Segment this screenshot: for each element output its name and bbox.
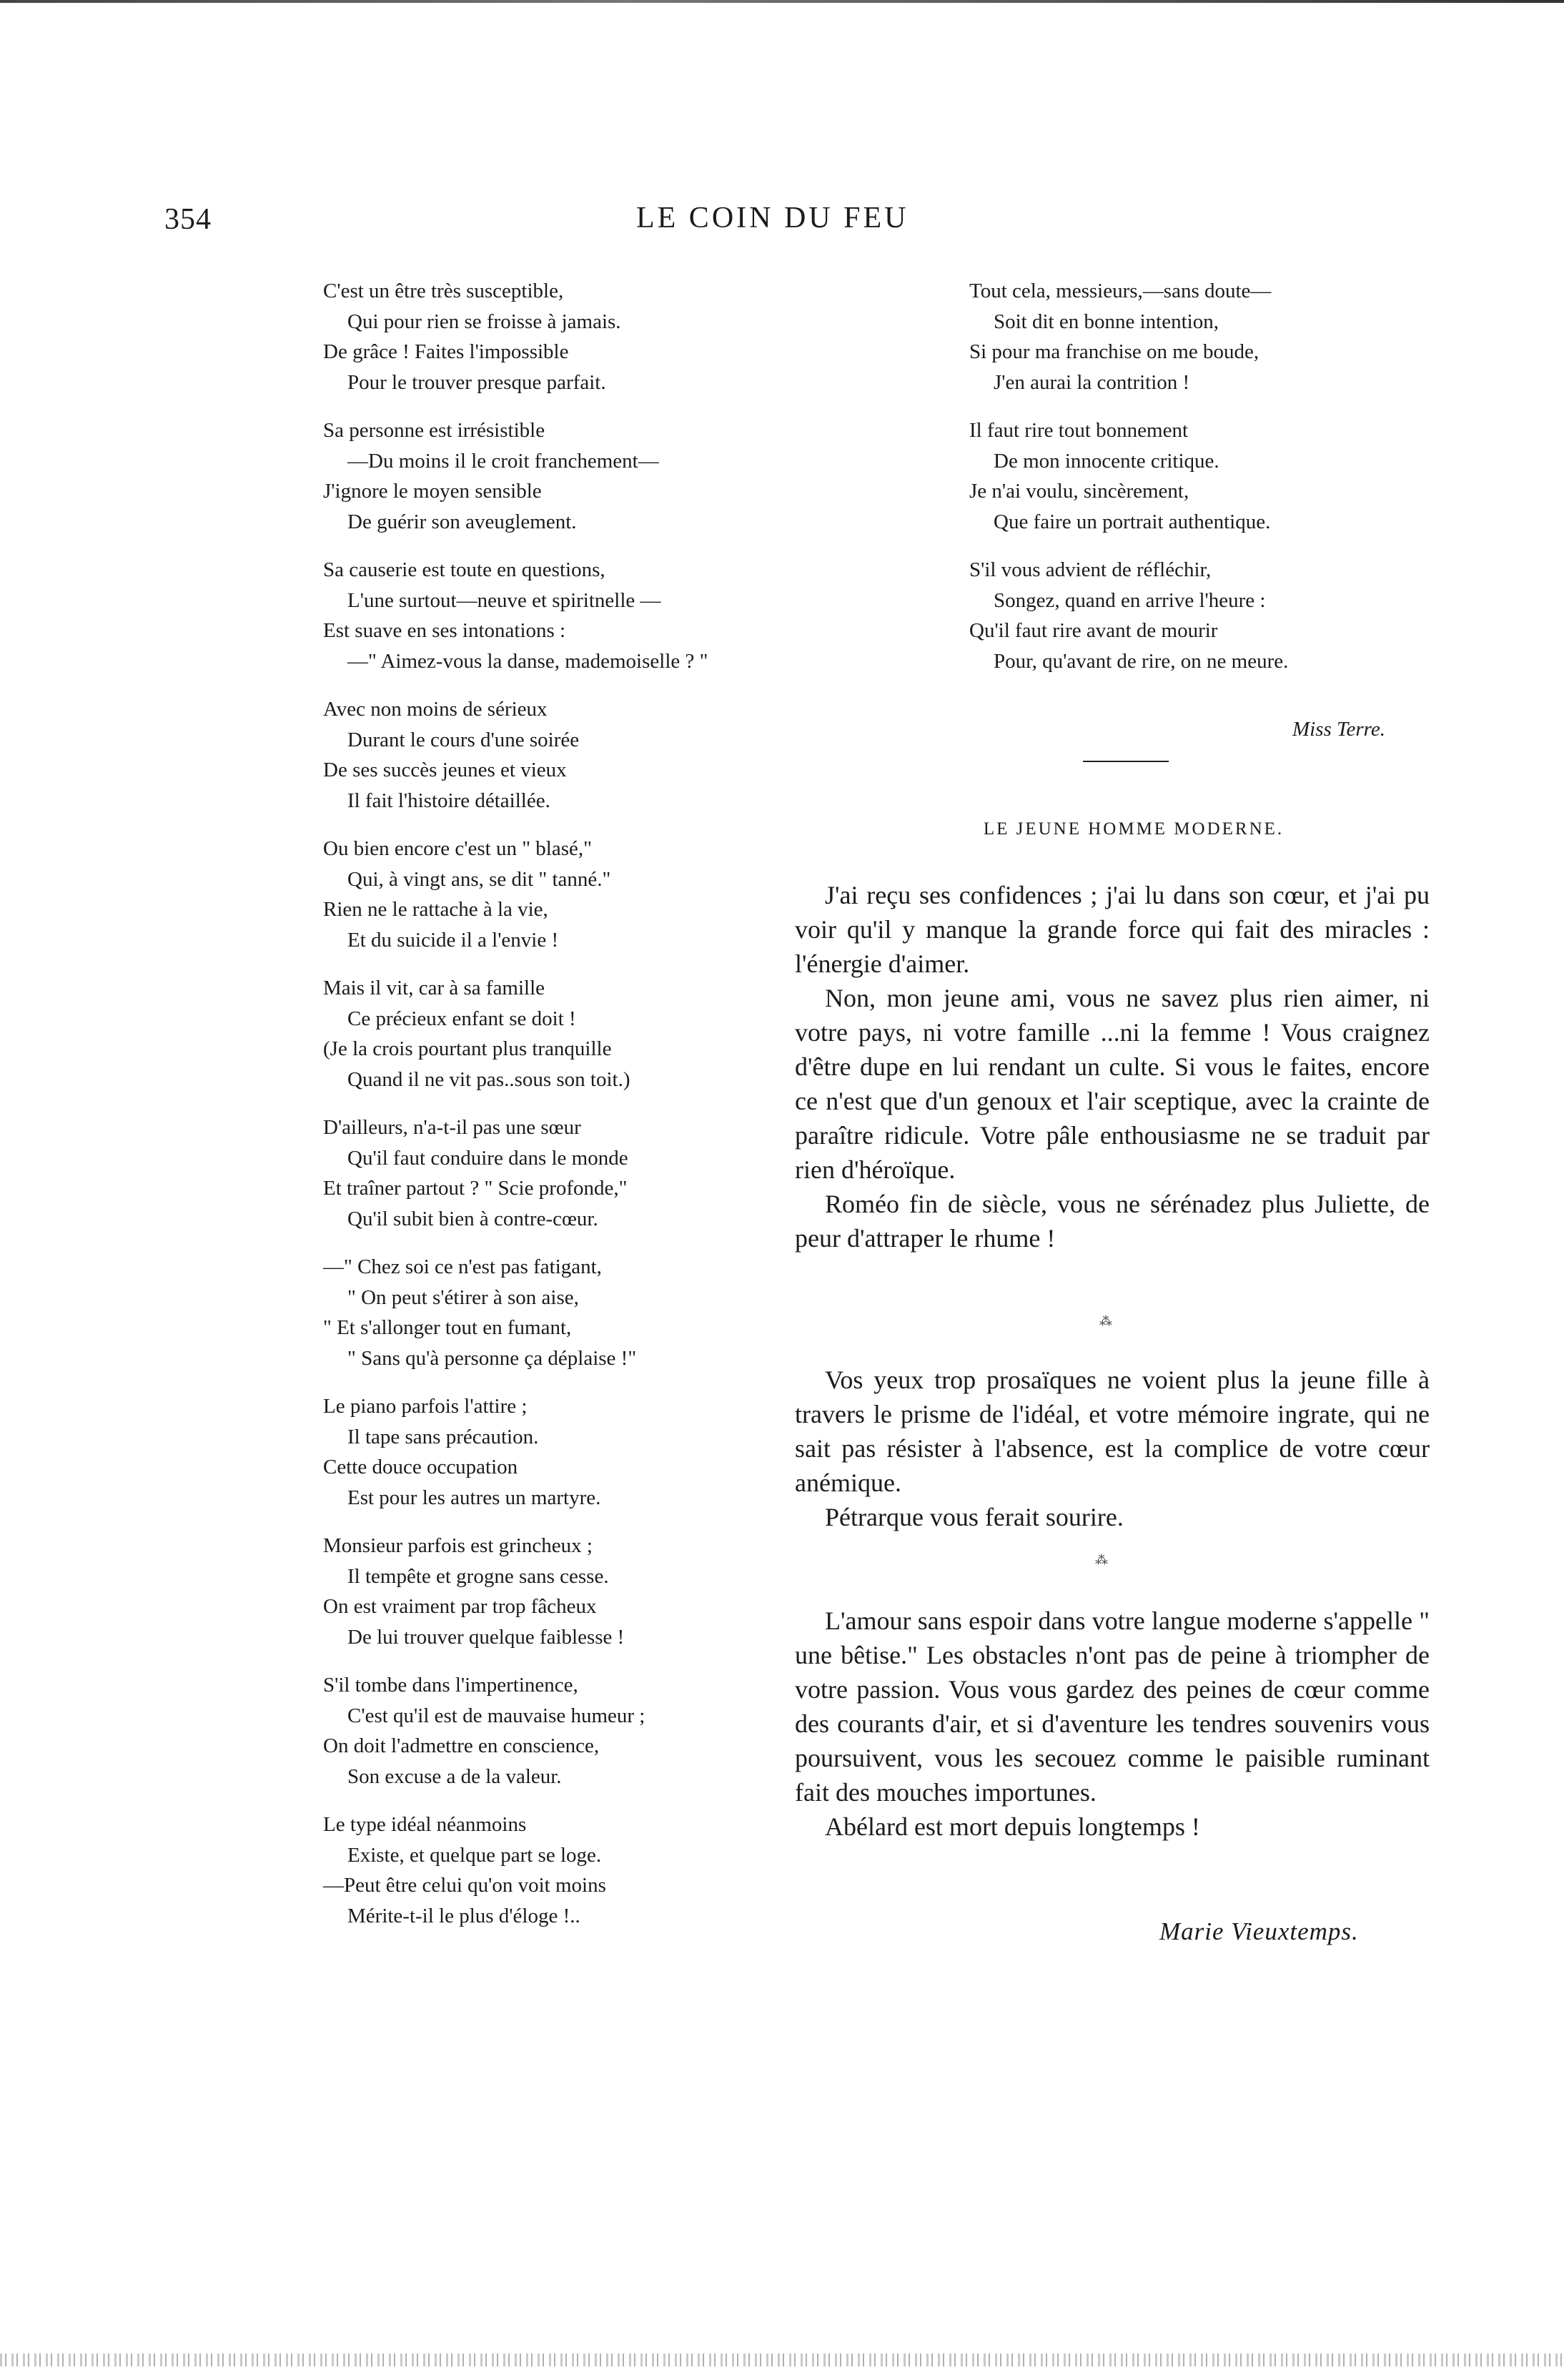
poem-line: D'ailleurs, n'a-t-il pas une sœur — [323, 1116, 581, 1139]
poem-line: Qui pour rien se froisse à jamais. — [347, 310, 621, 333]
bottom-scan-edge — [0, 2354, 1564, 2366]
top-scan-rule — [0, 0, 1564, 3]
poem-line: —Du moins il le croit franchement— — [347, 449, 659, 473]
poem-line: Soit dit en bonne intention, — [994, 310, 1219, 333]
poem-line: Pour, qu'avant de rire, on ne meure. — [994, 649, 1289, 673]
dinkus-ornament: ⁂ — [1095, 1553, 1109, 1567]
stanza — [323, 415, 708, 537]
stanza — [969, 276, 1288, 398]
stanza — [323, 1252, 708, 1373]
poem-line: L'une surtout—neuve et spiritnelle — — [347, 588, 661, 612]
article-title: LE JEUNE HOMME MODERNE. — [983, 819, 1285, 839]
poem-line: Il fait l'histoire détaillée. — [347, 789, 550, 812]
poem-line: Mais il vit, car à sa famille — [323, 977, 545, 999]
poem-line: C'est un être très susceptible, — [323, 280, 564, 302]
running-title: LE COIN DU FEU — [636, 202, 909, 234]
poem-line: Mérite-t-il le plus d'éloge !.. — [347, 1904, 580, 1927]
poem-line: Et traîner partout ? " Scie profonde," — [323, 1177, 628, 1200]
stanza — [323, 1531, 708, 1652]
poem-line: Est pour les autres un martyre. — [347, 1486, 601, 1509]
poem-line: On est vraiment par trop fâcheux — [323, 1595, 597, 1618]
poem-line: J'en aurai la contrition ! — [994, 370, 1190, 394]
poem-line: Si pour ma franchise on me boude, — [969, 340, 1259, 363]
article-section-2 — [795, 1363, 1430, 1534]
paragraph: Pétrarque vous ferait sourire. — [825, 1503, 1124, 1531]
poem-line: Ce précieux enfant se doit ! — [347, 1007, 576, 1030]
section-divider — [1083, 761, 1169, 762]
stanza — [323, 555, 708, 676]
stanza — [323, 1670, 708, 1792]
dinkus-ornament: ⁂ — [1099, 1314, 1114, 1328]
poem-line: Sa personne est irrésistible — [323, 419, 545, 442]
poem-line: Que faire un portrait authentique. — [994, 510, 1271, 533]
poem-line: Cette douce occupation — [323, 1456, 518, 1478]
poem-line: Durant le cours d'une soirée — [347, 728, 580, 751]
poem-line: Songez, quand en arrive l'heure : — [994, 588, 1266, 612]
poem-line: Monsieur parfois est grincheux ; — [323, 1534, 593, 1557]
stanza — [323, 1391, 708, 1513]
poem-line: S'il vous advient de réfléchir, — [969, 558, 1212, 581]
poem-line: Sa causerie est toute en questions, — [323, 558, 605, 581]
poem-line: Il tape sans précaution. — [347, 1425, 539, 1448]
paragraph: Abélard est mort depuis longtemps ! — [825, 1812, 1200, 1841]
page-number: 354 — [164, 203, 212, 236]
poem-line: Et du suicide il a l'envie ! — [347, 928, 559, 952]
poem-line: Rien ne le rattache à la vie, — [323, 898, 548, 921]
poem-line: Il tempête et grogne sans cesse. — [347, 1564, 609, 1588]
poem-line: Est suave en ses intonations : — [323, 619, 566, 642]
poem-line: Il faut rire tout bonnement — [969, 419, 1189, 442]
poem-line: De lui trouver quelque faiblesse ! — [347, 1625, 625, 1649]
poem-line: Pour le trouver presque parfait. — [347, 370, 606, 394]
poem-line: C'est qu'il est de mauvaise humeur ; — [347, 1704, 645, 1727]
stanza — [323, 694, 708, 816]
stanza — [323, 276, 708, 398]
poem-line: Avec non moins de sérieux — [323, 698, 548, 721]
article-section-1 — [795, 878, 1430, 1255]
poem-line: Qu'il faut rire avant de mourir — [969, 619, 1218, 642]
poem-line: —Peut être celui qu'on voit moins — [323, 1874, 606, 1897]
poem-line: Le piano parfois l'attire ; — [323, 1395, 528, 1418]
poem-line: Le type idéal néanmoins — [323, 1813, 527, 1836]
poem-line: Tout cela, messieurs,—sans doute— — [969, 280, 1272, 302]
poem-line: Ou bien encore c'est un " blasé," — [323, 837, 592, 860]
stanza — [323, 973, 708, 1095]
poem-line: Qu'il subit bien à contre-cœur. — [347, 1207, 598, 1230]
poem-line: " Sans qu'à personne ça déplaise !" — [347, 1346, 637, 1370]
poem-line: On doit l'admettre en conscience, — [323, 1734, 600, 1757]
poem-line: J'ignore le moyen sensible — [323, 480, 542, 503]
poem-line: Quand il ne vit pas..sous son toit.) — [347, 1067, 630, 1091]
poem-line: S'il tombe dans l'impertinence, — [323, 1674, 578, 1697]
poem-line: Qu'il faut conduire dans le monde — [347, 1146, 628, 1170]
article-section-3 — [795, 1604, 1430, 1844]
poem-line: De grâce ! Faites l'impossible — [323, 340, 569, 363]
paragraph: Non, mon jeune ami, vous ne savez plus rien aimer, ni votre pays, ni votre famille ...ni la femme ! Vous craignez d'être dupe en lui rendant un culte. Si vous le faites, encore ce n'est que d'un genoux et l'air sceptique, avec la crainte de paraître ridicule. Votre pâle enthousiasme ne se traduit par rien d'héroïque. — [795, 984, 1430, 1184]
right-poem — [969, 276, 1288, 694]
stanza — [323, 1809, 708, 1931]
poem-line: —" Aimez-vous la danse, mademoiselle ? " — [347, 649, 708, 673]
poem-line: De ses succès jeunes et vieux — [323, 759, 567, 781]
poem-line: Existe, et quelque part se loge. — [347, 1843, 602, 1867]
stanza — [323, 1112, 708, 1234]
poem-signature: Miss Terre. — [1292, 718, 1385, 741]
left-poem — [323, 276, 708, 1949]
poem-line: De guérir son aveuglement. — [347, 510, 577, 533]
paragraph: J'ai reçu ses confidences ; j'ai lu dans son cœur, et j'ai pu voir qu'il y manque la grande force qui fait des miracles : l'énergie d'aimer. — [795, 881, 1430, 978]
article-signature: Marie Vieuxtemps. — [1159, 1917, 1359, 1945]
paragraph: L'amour sans espoir dans votre langue moderne s'appelle " une bêtise." Les obstacles n'ont pas de peine à triompher de votre passion. Vous vous gardez des peines de cœur comme des courants d'air, et si d'aventure les tendres souvenirs vous poursuivent, vous les secouez comme le paisible ruminant fait des mouches importunes. — [795, 1606, 1430, 1807]
paragraph: Vos yeux trop prosaïques ne voient plus la jeune fille à travers le prisme de l'idéal, et votre mémoire ingrate, qui ne sait pas résister à l'absence, est la complice de votre cœur anémique. — [795, 1366, 1430, 1497]
poem-line: Qui, à vingt ans, se dit " tanné." — [347, 867, 611, 891]
paragraph: Roméo fin de siècle, vous ne sérénadez plus Juliette, de peur d'attraper le rhume ! — [795, 1190, 1430, 1253]
poem-line: De mon innocente critique. — [994, 449, 1219, 473]
poem-line: (Je la crois pourtant plus tranquille — [323, 1037, 612, 1060]
poem-line: " On peut s'étirer à son aise, — [347, 1285, 579, 1309]
stanza — [323, 834, 708, 955]
poem-line: —" Chez soi ce n'est pas fatigant, — [323, 1255, 602, 1278]
poem-line: Son excuse a de la valeur. — [347, 1764, 562, 1788]
poem-line: " Et s'allonger tout en fumant, — [323, 1316, 572, 1339]
stanza — [969, 555, 1288, 676]
poem-line: Je n'ai voulu, sincèrement, — [969, 480, 1189, 503]
stanza — [969, 415, 1288, 537]
